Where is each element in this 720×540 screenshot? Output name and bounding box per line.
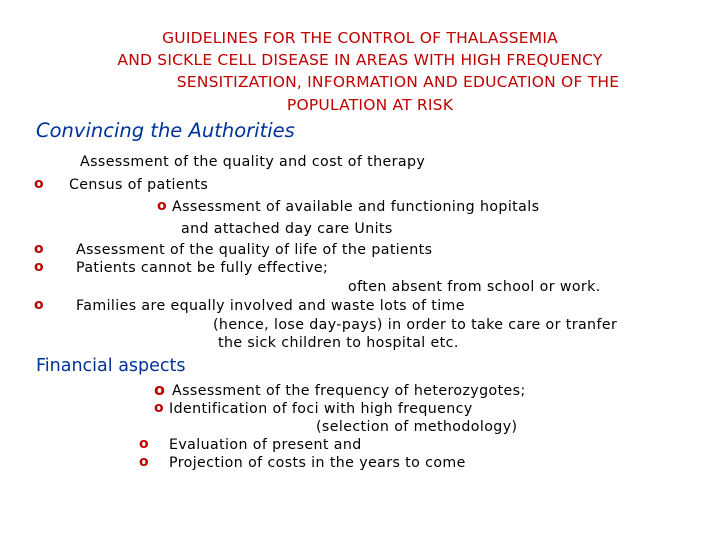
list-item-census: Census of patients [69,177,209,193]
title-line-2: AND SICKLE CELL DISEASE IN AREAS WITH HIGH FREQUENCY [117,51,603,69]
list-item-quality-of-life: Assessment of the quality of life of the patients [76,242,433,258]
list-item-families-cont2: the sick children to hospital etc. [218,335,459,351]
list-item-hospitals: Assessment of available and functioning hopitals [172,199,540,215]
title-line-3: SENSITIZATION, INFORMATION AND EDUCATION OF THE [176,73,620,91]
bullet-icon: o [34,176,44,192]
section-heading-authorities: Convincing the Authorities [36,119,295,142]
bullet-icon: o [34,259,44,275]
bullet-icon: o [34,241,44,257]
list-item-therapy-assessment: Assessment of the quality and cost of therapy [80,154,426,170]
bullet-icon: o [139,454,149,470]
section-heading-financial: Financial aspects [36,356,186,376]
list-item-evaluation: Evaluation of present and [169,437,362,453]
title-line-4: POPULATION AT RISK [286,96,454,114]
bullet-icon: o [34,297,44,313]
bullet-icon: o [154,400,164,416]
list-item-foci-cont: (selection of methodology) [316,419,518,435]
title-line-1: GUIDELINES FOR THE CONTROL OF THALASSEMIA [162,29,558,47]
list-item-families-cont: (hence, lose day-pays) in order to take care or tranfer [213,317,618,333]
list-item-heterozygotes: Assessment of the frequency of heterozygotes; [172,383,526,399]
bullet-icon: o [154,380,165,399]
list-item-patients-effective: Patients cannot be fully effective; [76,260,329,276]
list-item-families: Families are equally involved and waste lots of time [76,298,465,314]
list-item-patients-absent: often absent from school or work. [348,279,601,295]
list-item-foci: Identification of foci with high frequency [169,401,473,417]
bullet-icon: o [139,436,149,452]
bullet-icon: o [157,198,167,214]
list-item-hospitals-cont: and attached day care Units [181,221,393,237]
list-item-projection: Projection of costs in the years to come [169,455,466,471]
